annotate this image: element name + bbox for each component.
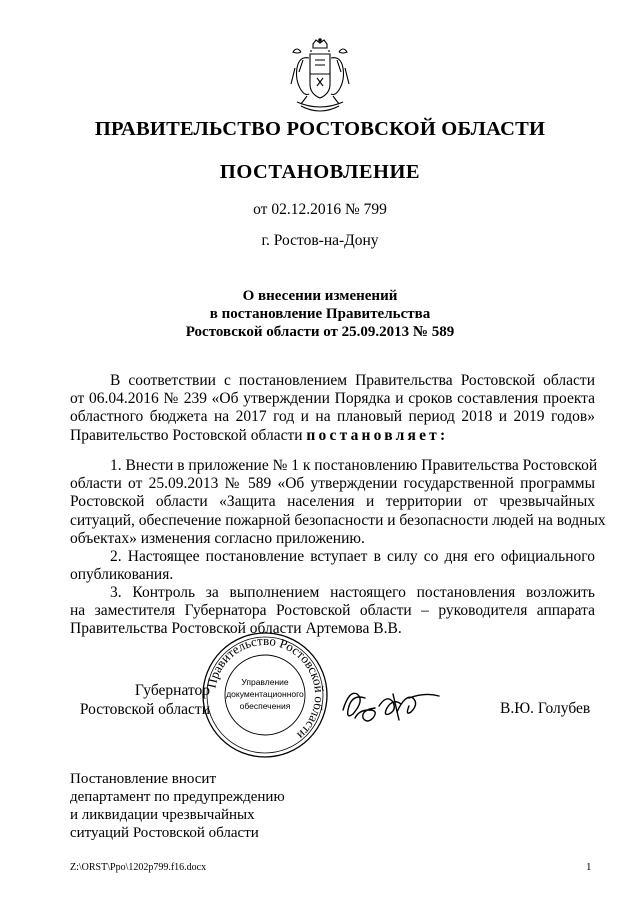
paragraph-line: 1. Внести в приложение № 1 к постановлению Правительства Ростовской xyxy=(110,457,598,474)
paragraph-line: 3. Контроль за выполнением настоящего постановления возложить xyxy=(110,584,595,601)
stamp-outer-text: Правительство Ростовской области xyxy=(203,632,328,743)
item-3-paragraph xyxy=(70,584,595,639)
document-date-number: от 02.12.2016 № 799 xyxy=(253,201,387,218)
paragraph-line: области от 25.09.2013 № 589 «Об утверждении государственной программы xyxy=(70,475,595,493)
subject-line: О внесении изменений xyxy=(242,288,398,304)
paragraph-line: ситуаций, обеспечение пожарной безопасности и безопасности людей на водных xyxy=(70,511,606,529)
item-1-paragraph xyxy=(70,457,606,548)
subject-line: в постановление Правительства xyxy=(209,306,431,322)
submission-note xyxy=(70,770,285,842)
intro-subject-text: Правительство Ростовской области xyxy=(70,426,307,444)
document-city: г. Ростов-на-Дону xyxy=(261,232,379,249)
stamp-inner-line: документационного xyxy=(226,689,304,699)
subject-line: Ростовской области от 25.09.2013 № 589 xyxy=(185,324,455,340)
note-line: и ликвидации чрезвычайных xyxy=(70,807,255,823)
document-type-title: ПОСТАНОВЛЕНИЕ xyxy=(219,161,421,183)
stamp-inner-line: Управление xyxy=(241,677,289,687)
paragraph-line: В соответствии с постановлением Правительства Ростовской области xyxy=(110,372,595,389)
paragraph-line xyxy=(70,427,595,445)
paragraph-line: Ростовской области «Защита населения и территории от чрезвычайных xyxy=(70,493,595,511)
official-stamp xyxy=(200,630,330,760)
resolves-keyword: постановляет: xyxy=(306,426,449,444)
paragraph-line: на заместителя Губернатора Ростовской области – руководителя аппарата xyxy=(70,602,595,620)
coat-of-arms-emblem xyxy=(287,38,353,120)
signer-name: В.Ю. Голубев xyxy=(500,700,591,717)
paragraph-line: областного бюджета на 2017 год и на плановый период 2018 и 2019 годов» xyxy=(70,408,595,426)
file-path-footer: Z:\ORST\Ppo\1202p799.f16.docx xyxy=(70,862,207,873)
signer-title xyxy=(70,682,210,719)
intro-paragraph xyxy=(70,372,595,445)
paragraph-line: объектах» изменения согласно приложению. xyxy=(70,529,365,547)
handwritten-signature xyxy=(335,680,445,730)
paragraph-line: от 06.04.2016 № 239 «Об утверждении Порядка и сроков составления проекта xyxy=(70,390,595,408)
note-line: Постановление вносит xyxy=(70,771,217,787)
page-number: 1 xyxy=(586,861,592,873)
stamp-inner-line: обеспечения xyxy=(239,701,291,711)
paragraph-line: 2. Настоящее постановление вступает в силу со дня его официального xyxy=(110,548,595,565)
signer-title-line: Ростовской области xyxy=(79,700,210,718)
note-line: департамент по предупреждению xyxy=(70,789,285,805)
signer-title-line: Губернатор xyxy=(134,682,210,699)
note-line: ситуаций Ростовской области xyxy=(70,825,259,841)
document-subject xyxy=(0,287,640,341)
item-2-paragraph xyxy=(70,548,595,584)
paragraph-line: опубликования. xyxy=(70,566,174,584)
paragraph-line: Правительства Ростовской области Артемова В.В. xyxy=(70,620,402,638)
organization-title: ПРАВИТЕЛЬСТВО РОСТОВСКОЙ ОБЛАСТИ xyxy=(94,118,546,140)
